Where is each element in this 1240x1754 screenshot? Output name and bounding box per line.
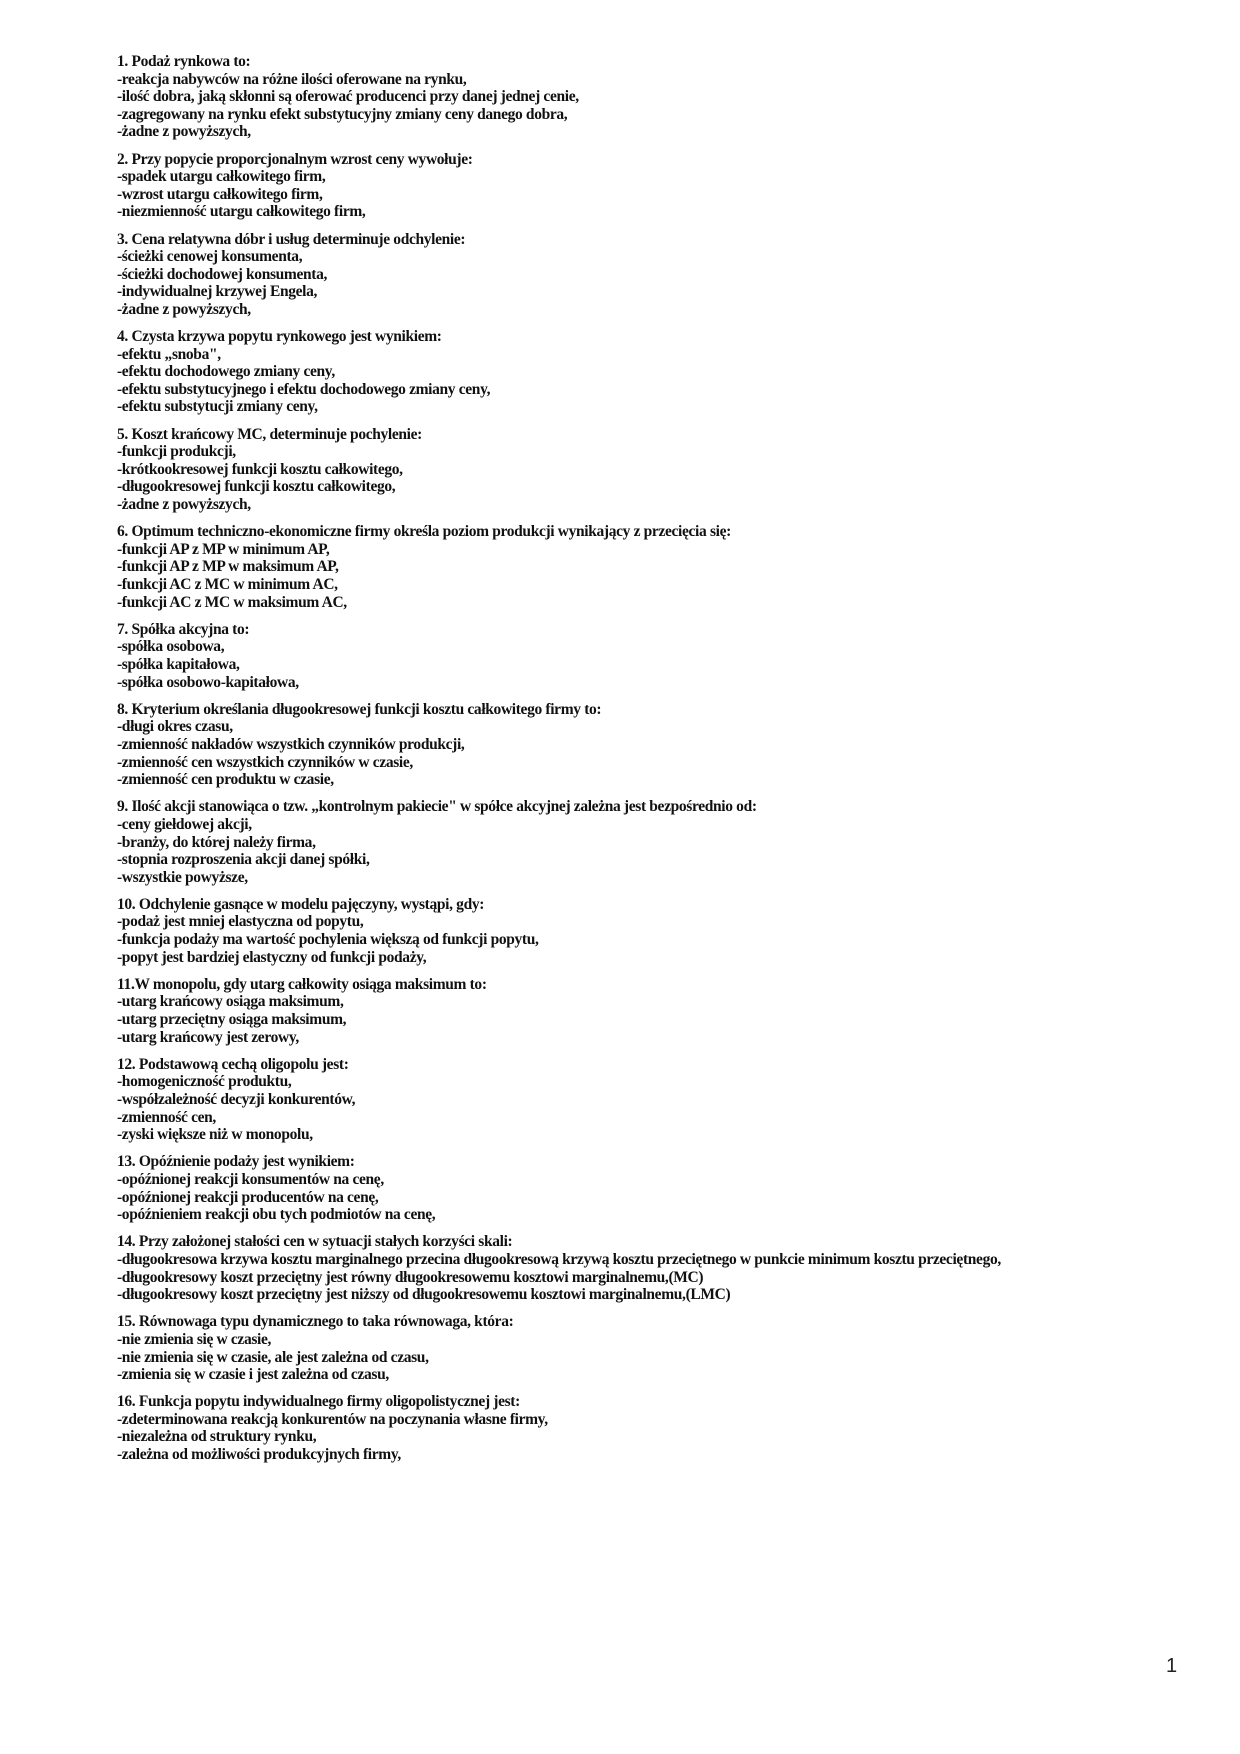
- answer-option: -funkcji produkcji,: [117, 443, 236, 461]
- answer-option: -ścieżki cenowej konsumenta,: [117, 248, 303, 266]
- document-page: [117, 53, 1117, 1473]
- question-title: 11.W monopolu, gdy utarg całkowity osiąga maksimum to:: [117, 975, 487, 993]
- answer-option: -indywidualnej krzywej Engela,: [117, 283, 318, 301]
- answer-option: -popyt jest bardziej elastyczny od funkcji podaży,: [117, 948, 427, 966]
- question-block: [117, 426, 1117, 514]
- answer-option: -funkcji AP z MP w minimum AP,: [117, 540, 330, 558]
- question-title: 16. Funkcja popytu indywidualnego firmy oligopolistycznej jest:: [117, 1393, 520, 1411]
- answer-option: -spadek utargu całkowitego firm,: [117, 168, 326, 186]
- question-block: [117, 151, 1117, 221]
- question-block: [117, 1393, 1117, 1463]
- answer-option: -żadne z powyższych,: [117, 496, 251, 514]
- answer-option: -zdeterminowana reakcją konkurentów na poczynania własne firmy,: [117, 1410, 548, 1428]
- answer-option: -zmienność cen wszystkich czynników w czasie,: [117, 753, 413, 771]
- answer-option: -efektu dochodowego zmiany ceny,: [117, 363, 335, 381]
- question-block: [117, 798, 1117, 886]
- answer-option: -reakcja nabywców na różne ilości oferowane na rynku,: [117, 70, 467, 88]
- answer-option: -spółka kapitałowa,: [117, 655, 240, 673]
- question-title: 13. Opóźnienie podaży jest wynikiem:: [117, 1153, 355, 1171]
- answer-option: -stopnia rozproszenia akcji danej spółki,: [117, 851, 370, 869]
- answer-option: -długookresowej funkcji kosztu całkowitego,: [117, 478, 396, 496]
- answer-option: -zmienność nakładów wszystkich czynników produkcji,: [117, 735, 465, 753]
- question-block: [117, 976, 1117, 1046]
- answer-option: -utarg krańcowy osiąga maksimum,: [117, 993, 344, 1011]
- answer-option: -opóźnieniem reakcji obu tych podmiotów na cenę,: [117, 1206, 436, 1224]
- answer-option: -zyski większe niż w monopolu,: [117, 1126, 313, 1144]
- answer-option: -spółka osobowa,: [117, 638, 225, 656]
- question-title: 12. Podstawową cechą oligopolu jest:: [117, 1055, 349, 1073]
- answer-option: -efektu „snoba",: [117, 345, 221, 363]
- question-block: [117, 701, 1117, 789]
- answer-option: -efektu substytucji zmiany ceny,: [117, 398, 318, 416]
- answer-option: -utarg krańcowy jest zerowy,: [117, 1028, 299, 1046]
- answer-option: -ceny giełdowej akcji,: [117, 815, 252, 833]
- answer-option: -żadne z powyższych,: [117, 300, 251, 318]
- answer-option: -długookresowy koszt przeciętny jest niższy od długookresowemu kosztowi marginalnemu,(LMC): [117, 1286, 731, 1304]
- question-block: [117, 1153, 1117, 1223]
- question-title: 14. Przy założonej stałości cen w sytuacji stałych korzyści skali:: [117, 1233, 513, 1251]
- question-title: 5. Koszt krańcowy MC, determinuje pochylenie:: [117, 425, 422, 443]
- answer-option: -wzrost utargu całkowitego firm,: [117, 185, 323, 203]
- answer-option: -ścieżki dochodowej konsumenta,: [117, 265, 328, 283]
- question-block: [117, 1313, 1117, 1383]
- question-block: [117, 231, 1117, 319]
- answer-option: -zmienność cen,: [117, 1108, 216, 1126]
- answer-option: -wszystkie powyższe,: [117, 868, 248, 886]
- question-title: 10. Odchylenie gasnące w modelu pajęczyny, wystąpi, gdy:: [117, 895, 485, 913]
- answer-option: -zależna od możliwości produkcyjnych firmy,: [117, 1446, 401, 1464]
- answer-option: -branży, do której należy firma,: [117, 833, 316, 851]
- question-title: 9. Ilość akcji stanowiąca o tzw. „kontrolnym pakiecie" w spółce akcyjnej zależna jest bezpośrednio od:: [117, 798, 757, 816]
- answer-option: -nie zmienia się w czasie,: [117, 1330, 272, 1348]
- answer-option: -niezmienność utargu całkowitego firm,: [117, 203, 366, 221]
- answer-option: -homogeniczność produktu,: [117, 1073, 292, 1091]
- answer-option: -zagregowany na rynku efekt substytucyjny zmiany ceny danego dobra,: [117, 105, 568, 123]
- question-title: 6. Optimum techniczno-ekonomiczne firmy określa poziom produkcji wynikający z przecięcia się:: [117, 523, 731, 541]
- answer-option: -spółka osobowo-kapitałowa,: [117, 673, 299, 691]
- question-block: [117, 53, 1117, 141]
- answer-option: -funkcja podaży ma wartość pochylenia większą od funkcji popytu,: [117, 931, 539, 949]
- answer-option: -efektu substytucyjnego i efektu dochodowego zmiany ceny,: [117, 380, 491, 398]
- question-title: 15. Równowaga typu dynamicznego to taka równowaga, która:: [117, 1313, 514, 1331]
- answer-option: -funkcji AC z MC w maksimum AC,: [117, 593, 347, 611]
- answer-option: -funkcji AC z MC w minimum AC,: [117, 576, 338, 593]
- answer-option: -współzależność decyzji konkurentów,: [117, 1091, 356, 1108]
- question-list: [117, 53, 1117, 1464]
- page-number: 1: [1166, 1655, 1178, 1677]
- question-block: [117, 1056, 1117, 1144]
- answer-option: -żadne z powyższych,: [117, 123, 251, 141]
- answer-option: -długookresowa krzywa kosztu marginalnego przecina długookresową krzywą kosztu przeciętnego w punkcie minimum kosztu przeciętnego,: [117, 1250, 1001, 1268]
- answer-option: -zmienność cen produktu w czasie,: [117, 771, 334, 789]
- question-title: 1. Podaż rynkowa to:: [117, 53, 251, 70]
- question-title: 4. Czysta krzywa popytu rynkowego jest wynikiem:: [117, 328, 442, 346]
- answer-option: -funkcji AP z MP w maksimum AP,: [117, 558, 339, 576]
- question-block: [117, 1233, 1117, 1303]
- answer-option: -długookresowy koszt przeciętny jest równy długookresowemu kosztowi marginalnemu,(MC): [117, 1268, 704, 1286]
- question-title: 7. Spółka akcyjna to:: [117, 620, 250, 638]
- answer-option: -ilość dobra, jaką skłonni są oferować producenci przy danej jednej cenie,: [117, 88, 579, 106]
- question-title: 3. Cena relatywna dóbr i usług determinuje odchylenie:: [117, 230, 466, 248]
- question-block: [117, 621, 1117, 691]
- question-block: [117, 328, 1117, 416]
- answer-option: -podaż jest mniej elastyczna od popytu,: [117, 913, 364, 931]
- question-title: 8. Kryterium określania długookresowej funkcji kosztu całkowitego firmy to:: [117, 700, 602, 718]
- question-title: 2. Przy popycie proporcjonalnym wzrost ceny wywołuje:: [117, 150, 473, 168]
- answer-option: -opóźnionej reakcji producentów na cenę,: [117, 1188, 379, 1206]
- answer-option: -opóźnionej reakcji konsumentów na cenę,: [117, 1170, 384, 1188]
- answer-option: -utarg przeciętny osiąga maksimum,: [117, 1011, 347, 1029]
- answer-option: -krótkookresowej funkcji kosztu całkowitego,: [117, 460, 403, 478]
- answer-option: -niezależna od struktury rynku,: [117, 1428, 317, 1446]
- answer-option: -nie zmienia się w czasie, ale jest zależna od czasu,: [117, 1348, 429, 1366]
- answer-option: -długi okres czasu,: [117, 718, 233, 736]
- answer-option: -zmienia się w czasie i jest zależna od czasu,: [117, 1366, 389, 1384]
- question-block: [117, 523, 1117, 611]
- question-block: [117, 896, 1117, 966]
